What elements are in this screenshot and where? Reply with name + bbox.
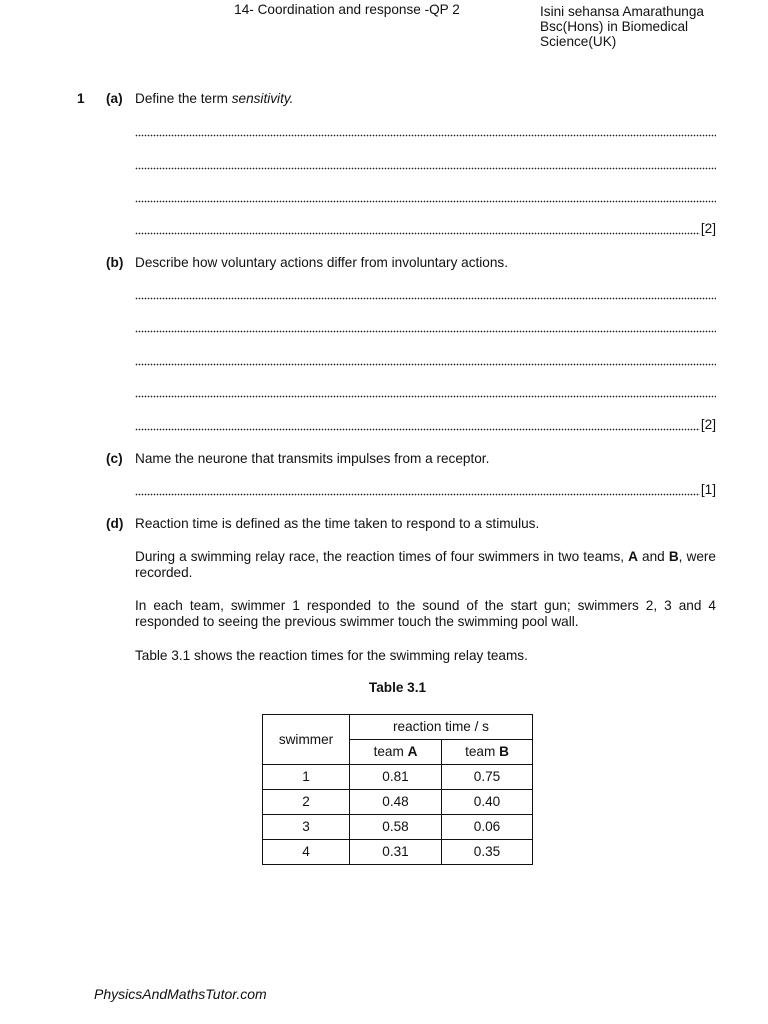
footer-source: PhysicsAndMathsTutor.com xyxy=(94,986,267,1002)
team-b-bold: B xyxy=(668,549,679,564)
cell-team-a: 0.58 xyxy=(350,815,442,840)
cell-swimmer: 4 xyxy=(263,840,350,865)
answer-line-b2[interactable] xyxy=(135,320,716,334)
team-a-letter: A xyxy=(407,744,418,759)
table-row xyxy=(263,765,533,790)
table-caption: Table 3.1 xyxy=(368,680,427,695)
answer-line-a1[interactable] xyxy=(135,124,716,138)
answer-line-b5[interactable] xyxy=(135,418,716,432)
part-d-intro: Reaction time is defined as the time taken to respond to a stimulus. xyxy=(135,516,540,531)
part-b-question: Describe how voluntary actions differ from involuntary actions. xyxy=(135,255,508,270)
part-c-label: (c) xyxy=(106,451,123,466)
part-d-paragraph-4: Table 3.1 shows the reaction times for the swimming relay teams. xyxy=(135,648,528,663)
team-b-prefix: team xyxy=(465,744,500,759)
team-a-bold: A xyxy=(628,549,638,564)
header-team-a xyxy=(350,740,442,765)
author-name: Isini sehansa Amarathunga xyxy=(540,4,704,19)
cell-team-b: 0.75 xyxy=(442,765,533,790)
header-title-text: 14- Coordination and response -QP 2 xyxy=(234,2,460,17)
cell-team-b: 0.35 xyxy=(442,840,533,865)
cell-team-b: 0.06 xyxy=(442,815,533,840)
header-team-b xyxy=(442,740,533,765)
part-a-label: (a) xyxy=(106,91,123,106)
table-row xyxy=(263,840,533,865)
part-d-paragraph-3: In each team, swimmer 1 responded to the sound of the start gun; swimmers 2, 3 and 4 responded to seeing the previous swimmer touch the swimming pool wall. xyxy=(135,598,716,629)
part-d-paragraph-2 xyxy=(135,549,716,581)
answer-line-a3[interactable] xyxy=(135,190,716,204)
cell-team-a: 0.31 xyxy=(350,840,442,865)
mark-b: [2] xyxy=(700,417,716,432)
answer-line-b1[interactable] xyxy=(135,287,716,301)
answer-line-c1[interactable] xyxy=(135,483,716,497)
answer-line-a4[interactable] xyxy=(135,222,716,236)
team-a-prefix: team xyxy=(373,744,408,759)
answer-line-b3[interactable] xyxy=(135,353,716,367)
cell-swimmer: 2 xyxy=(263,790,350,815)
part-b-label: (b) xyxy=(106,255,124,270)
part-c-question: Name the neurone that transmits impulses from a receptor. xyxy=(135,451,490,466)
mark-c: [1] xyxy=(700,482,716,497)
table-row xyxy=(263,790,533,815)
answer-line-a2[interactable] xyxy=(135,157,716,171)
cell-swimmer: 3 xyxy=(263,815,350,840)
cell-team-a: 0.81 xyxy=(350,765,442,790)
part-d-p2-and: and xyxy=(637,549,669,564)
cell-swimmer: 1 xyxy=(263,765,350,790)
table-row xyxy=(263,815,533,840)
part-a-term: sensitivity. xyxy=(231,91,294,106)
answer-line-b4[interactable] xyxy=(135,385,716,399)
header-swimmer: swimmer xyxy=(263,715,350,765)
part-a-question xyxy=(135,91,716,107)
part-d-label: (d) xyxy=(106,516,124,531)
team-b-letter: B xyxy=(499,744,509,759)
part-a-text: Define the term xyxy=(135,91,232,106)
author-qualification: Bsc(Hons) in Biomedical Science(UK) xyxy=(540,19,689,49)
question-number: 1 xyxy=(77,91,85,106)
cell-team-b: 0.40 xyxy=(442,790,533,815)
header-reaction-time: reaction time / s xyxy=(350,715,533,740)
part-d-p2-end: , were recorded. xyxy=(135,549,716,580)
page-header-author xyxy=(540,4,768,49)
cell-team-a: 0.48 xyxy=(350,790,442,815)
mark-a: [2] xyxy=(700,221,716,236)
reaction-time-table xyxy=(262,714,533,865)
part-d-p2-text: During a swimming relay race, the reaction times of four swimmers in two teams, xyxy=(135,549,629,564)
